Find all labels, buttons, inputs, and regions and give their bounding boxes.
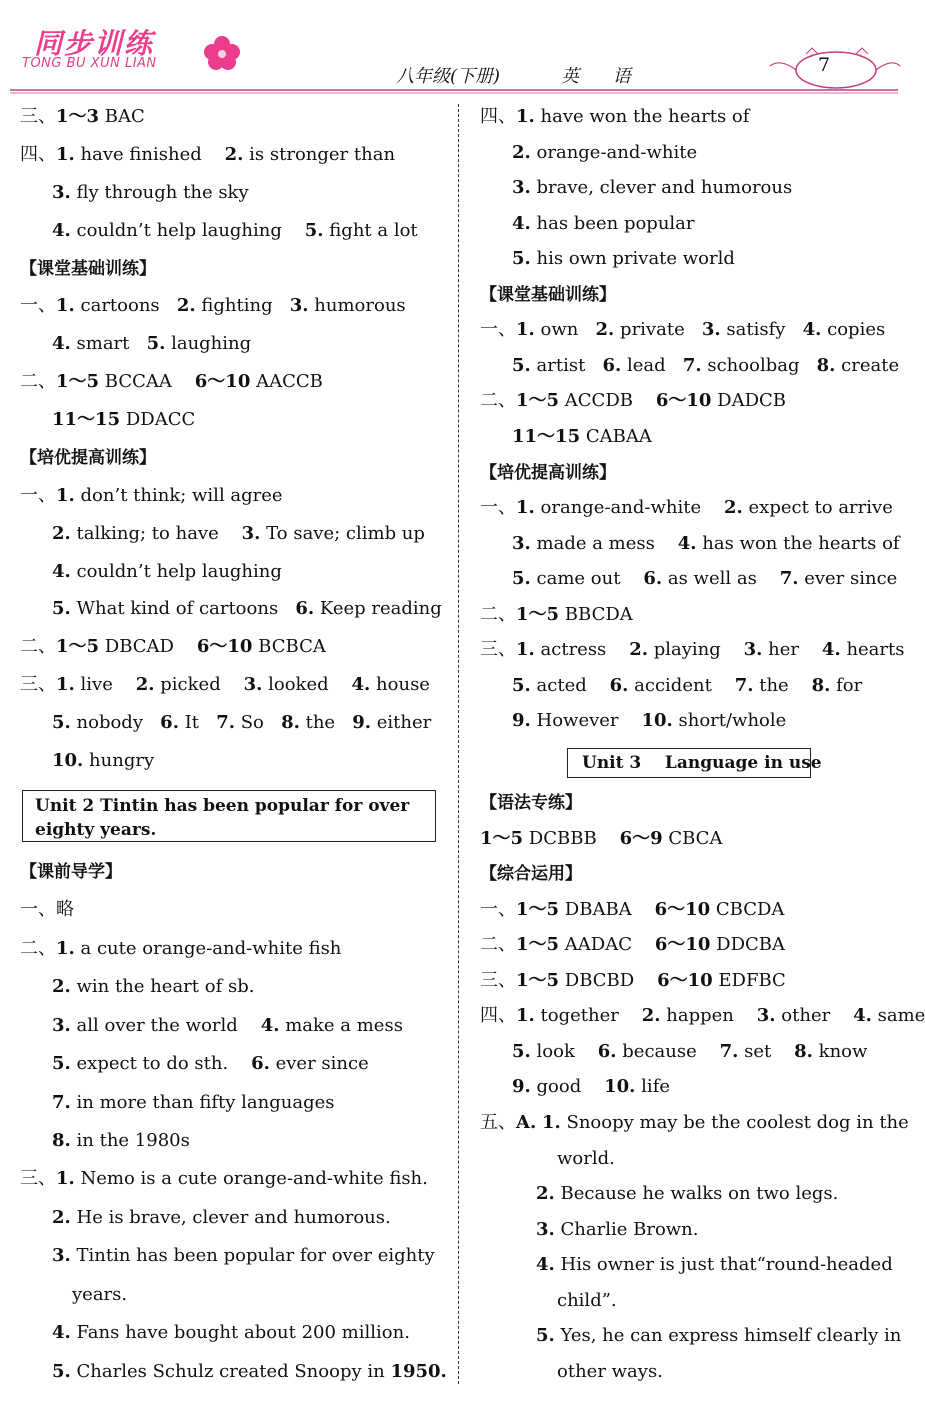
- answer-line: 二、1～5 AADAC 6～10 DDCBA: [480, 934, 786, 955]
- answer-line: 二、1～5 DBCAD 6～10 BCBCA: [20, 636, 326, 657]
- page-header: [0, 0, 918, 100]
- section-heading: 【语法专练】: [480, 793, 582, 813]
- answer-line: 5. his own private world: [512, 248, 735, 269]
- answer-line: 5. look 6. because 7. set 8. know: [512, 1041, 868, 1062]
- answer-line: 二、1～5 ACCDB 6～10 DADCB: [480, 390, 787, 411]
- answer-line: 二、1. a cute orange-and-white fish: [20, 938, 342, 959]
- section-heading: 【课堂基础训练】: [20, 259, 156, 279]
- answer-line: 4. couldn’t help laughing 5. fight a lot: [52, 220, 418, 241]
- answer-line: 5. expect to do sth. 6. ever since: [52, 1053, 369, 1074]
- answer-line: 五、A. 1. Snoopy may be the coolest dog in the: [480, 1112, 909, 1133]
- answer-line: child”.: [557, 1290, 617, 1311]
- answer-line: 一、1. don’t think; will agree: [20, 485, 283, 506]
- answer-line: 二、1～5 BBCDA: [480, 604, 633, 625]
- section-heading: 【综合运用】: [480, 864, 582, 884]
- answer-line: 2. orange-and-white: [512, 142, 698, 163]
- answer-line: 2. He is brave, clever and humorous.: [52, 1207, 391, 1228]
- page-number: 7: [818, 54, 831, 76]
- answer-line: 一、1. orange-and-white 2. expect to arrive: [480, 497, 893, 518]
- answer-line: 3. made a mess 4. has won the hearts of: [512, 533, 900, 554]
- subject-label: 英 语: [561, 66, 645, 87]
- answer-line: 10. hungry: [52, 750, 155, 771]
- answer-line: other ways.: [557, 1361, 663, 1382]
- section-heading: 【课堂基础训练】: [480, 285, 616, 305]
- answer-line: 11～15 CABAA: [512, 426, 652, 447]
- answer-line: 一、1～5 DBABA 6～10 CBCDA: [480, 899, 785, 920]
- answer-line: 3. brave, clever and humorous: [512, 177, 793, 198]
- answer-line: 5. What kind of cartoons 6. Keep reading: [52, 598, 442, 619]
- answer-line: 一、略: [20, 899, 74, 920]
- answer-line: 一、1. own 2. private 3. satisfy 4. copies: [480, 319, 886, 340]
- answer-line: 四、1. together 2. happen 3. other 4. same: [480, 1005, 925, 1026]
- answer-line: 5. acted 6. accident 7. the 8. for: [512, 675, 863, 696]
- section-heading: 【培优提高训练】: [20, 448, 156, 468]
- grade-label: 八年级(下册): [396, 66, 501, 87]
- section-heading: 【培优提高训练】: [480, 463, 616, 483]
- column-divider: [458, 104, 460, 1384]
- answer-line: 三、1～5 DBCBD 6～10 EDFBC: [480, 970, 786, 991]
- answer-line: 二、1～5 BCCAA 6～10 AACCB: [20, 371, 323, 392]
- answer-line: 4. has been popular: [512, 213, 695, 234]
- answer-line: 3. fly through the sky: [52, 182, 249, 203]
- answer-line: 3. Tintin has been popular for over eighty: [52, 1245, 435, 1266]
- answer-line: 2. Because he walks on two legs.: [536, 1183, 839, 1204]
- logo-title: 同步训练: [34, 27, 155, 60]
- unit-heading-line: Unit 2 Tintin has been popular for over: [35, 796, 410, 816]
- unit-heading-line: Unit 3 Language in use: [582, 753, 822, 773]
- answer-line: 三、1. actress 2. playing 3. her 4. hearts: [480, 639, 905, 660]
- answer-line: 5. came out 6. as well as 7. ever since: [512, 568, 898, 589]
- answer-line: 4. smart 5. laughing: [52, 333, 252, 354]
- answer-line: 4. couldn’t help laughing: [52, 561, 282, 582]
- flower-icon: [200, 30, 244, 80]
- logo-subtitle: TONG BU XUN LIAN: [22, 56, 157, 71]
- answer-line: 9. good 10. life: [512, 1076, 671, 1097]
- answer-line: 3. Charlie Brown.: [536, 1219, 699, 1240]
- section-heading: 【课前导学】: [20, 862, 122, 882]
- answer-line: 3. all over the world 4. make a mess: [52, 1015, 403, 1036]
- answer-line: 8. in the 1980s: [52, 1130, 190, 1151]
- answer-line: world.: [557, 1148, 615, 1169]
- unit-heading-box: [22, 790, 436, 842]
- unit-heading-line: eighty years.: [35, 820, 157, 840]
- answer-line: 三、1. live 2. picked 3. looked 4. house: [20, 674, 430, 695]
- answer-line: 5. artist 6. lead 7. schoolbag 8. create: [512, 355, 900, 376]
- answer-line: 5. Yes, he can express himself clearly in: [536, 1325, 902, 1346]
- answer-line: 四、1. have finished 2. is stronger than: [20, 144, 396, 165]
- answer-line: years.: [72, 1284, 128, 1305]
- answer-line: 5. Charles Schulz created Snoopy in 1950.: [52, 1361, 447, 1382]
- answer-line: 7. in more than fifty languages: [52, 1092, 335, 1113]
- answer-line: 9. However 10. short/whole: [512, 710, 787, 731]
- answer-line: 三、1. Nemo is a cute orange-and-white fish.: [20, 1168, 428, 1189]
- answer-line: 三、1～3 BAC: [20, 106, 145, 127]
- answer-line: 5. nobody 6. It 7. So 8. the 9. either: [52, 712, 432, 733]
- answer-line: 2. talking; to have 3. To save; climb up: [52, 523, 425, 544]
- answer-line: 四、1. have won the hearts of: [480, 106, 750, 127]
- answer-line: 一、1. cartoons 2. fighting 3. humorous: [20, 295, 406, 316]
- answer-line: 1～5 DCBBB 6～9 CBCA: [480, 828, 723, 849]
- answer-line: 4. His owner is just that“round-headed: [536, 1254, 893, 1275]
- answer-line: 2. win the heart of sb.: [52, 976, 255, 997]
- unit-heading-box: [567, 748, 822, 778]
- answer-line: 4. Fans have bought about 200 million.: [52, 1322, 410, 1343]
- answer-line: 11～15 DDACC: [52, 409, 196, 430]
